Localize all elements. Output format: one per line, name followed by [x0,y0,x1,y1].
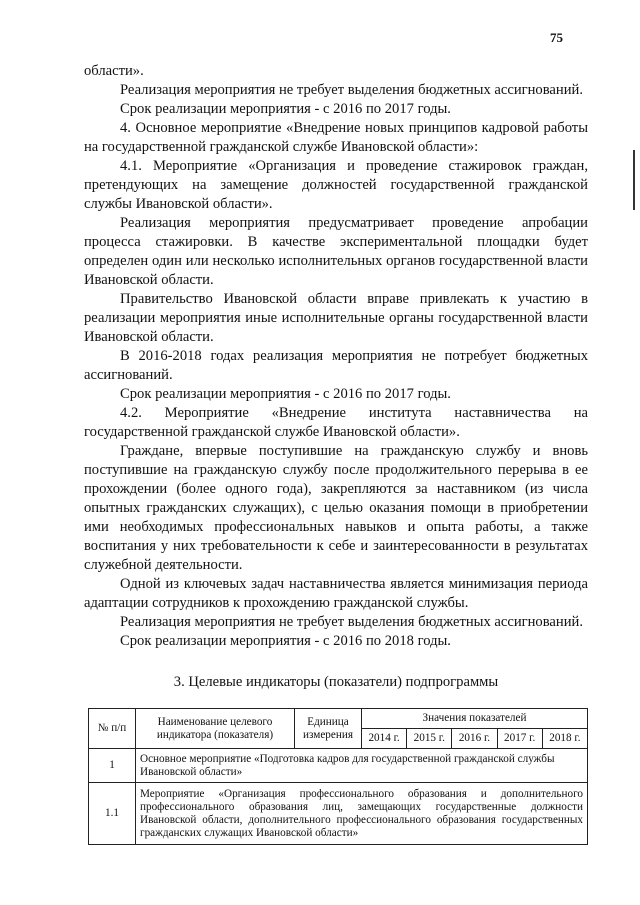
paragraph: 4. Основное мероприятие «Внедрение новых принципов кадровой работы на государственной гражданской службе Ивановской области»: [84,120,588,155]
header-unit: Единица измерения [295,709,362,749]
row-text: Мероприятие «Организация профессионального образования и дополнительного профессионального образования лиц, замещающих государственные должности Ивановской области, дополнительного профессионального образования государственных гражданских служащих Ивановской области» [136,783,588,845]
scan-edge-mark [633,150,635,210]
paragraph: Реализация мероприятия предусматривает проведение апробации процесса стажировки. В качестве экспериментальной площадки будет определен один или несколько исполнительных органов государственной власти Ивановской области. [84,215,588,288]
header-values: Значения показателей [362,709,588,729]
table-row [89,749,588,783]
header-year: 2017 г. [497,729,542,749]
paragraph: 4.1. Мероприятие «Организация и проведение стажировок граждан, претендующих на замещение должностей государственной гражданской службы Ивановской области». [84,158,588,212]
paragraph: Правительство Ивановской области вправе привлекать к участию в реализации мероприятия иные исполнительные органы государственной власти Ивановской области. [84,291,588,345]
paragraph: Реализация мероприятия не требует выделения бюджетных ассигнований. [120,82,583,98]
table-row [89,783,588,845]
document-body [84,62,588,845]
row-text: Основное мероприятие «Подготовка кадров для государственной гражданской службы Ивановской области» [136,749,588,783]
header-year: 2014 г. [362,729,407,749]
header-num: № п/п [89,709,136,749]
header-year: 2016 г. [452,729,497,749]
row-num: 1 [89,749,136,783]
paragraph: Одной из ключевых задач наставничества является минимизация периода адаптации сотрудников к прохождению гражданской службы. [84,576,588,611]
paragraph: Реализация мероприятия не требует выделения бюджетных ассигнований. [120,614,583,630]
indicators-table [88,708,588,845]
page-number: 75 [550,30,563,45]
paragraph: Срок реализации мероприятия - с 2016 по 2017 годы. [120,386,451,402]
header-name: Наименование целевого индикатора (показателя) [136,709,295,749]
header-year: 2015 г. [407,729,452,749]
row-num: 1.1 [89,783,136,845]
paragraph: 4.2. Мероприятие «Внедрение института наставничества на государственной гражданской службе Ивановской области». [84,405,588,440]
header-year: 2018 г. [542,729,587,749]
section-heading: 3. Целевые индикаторы (показатели) подпрограммы [173,674,499,690]
paragraph: В 2016-2018 годах реализация мероприятия не потребует бюджетных ассигнований. [84,348,588,383]
paragraph: Срок реализации мероприятия - с 2016 по 2017 годы. [120,101,451,117]
paragraph: области». [84,63,144,79]
paragraph: Граждане, впервые поступившие на гражданскую службу и вновь поступившие на гражданскую службу после продолжительного перерыва в ее прохождении (более одного года), закрепляются за наставником (из числа опытных гражданских служащих), с целью оказания помощи в приобретении ими необходимых профессиональных навыков и опыта работы, а также воспитания у них требовательности к себе и заинтересованности в результатах служебной деятельности. [84,443,588,573]
paragraph: Срок реализации мероприятия - с 2016 по 2018 годы. [120,633,451,649]
